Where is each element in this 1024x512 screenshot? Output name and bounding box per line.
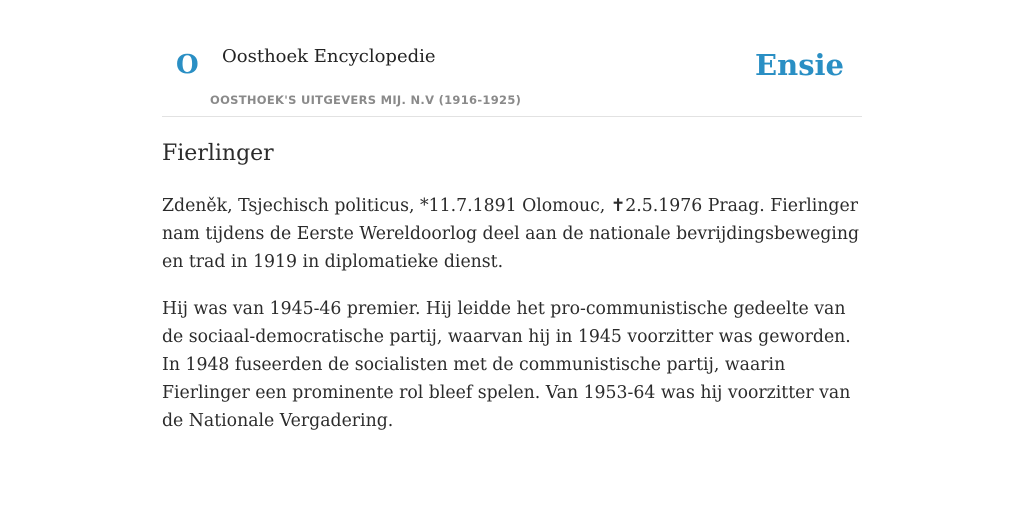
encyclopedia-title-link[interactable]: Oosthoek Encyclopedie bbox=[222, 46, 436, 67]
entry-paragraph: Zdeněk, Tsjechisch politicus, *11.7.1891 Olomouc, ✝2.5.1976 Praag. Fierlinger nam tijdens de Eerste Wereldoorlog deel aan de nationale bevrijdingsbeweging en trad in 1919 in diplomatieke dienst. bbox=[162, 196, 860, 272]
header bbox=[162, 0, 862, 117]
entry-body bbox=[162, 192, 862, 454]
ensie-brand-link[interactable]: Ensie bbox=[755, 48, 844, 82]
encyclopedia-logo-link[interactable]: O bbox=[176, 50, 199, 80]
entry-paragraph: Hij was van 1945-46 premier. Hij leidde het pro-communistische gedeelte van de sociaal-democratische partij, waarvan hij in 1945 voorzitter was geworden. In 1948 fuseerden de socialisten met de communistische partij, waarin Fierlinger een prominente rol bleef spelen. Van 1953-64 was hij voorzitter van de Nationale Vergadering. bbox=[162, 299, 851, 431]
entry-title: Fierlinger bbox=[162, 141, 274, 166]
publisher-subtitle: OOSTHOEK'S UITGEVERS MIJ. N.V (1916-1925) bbox=[210, 93, 522, 107]
